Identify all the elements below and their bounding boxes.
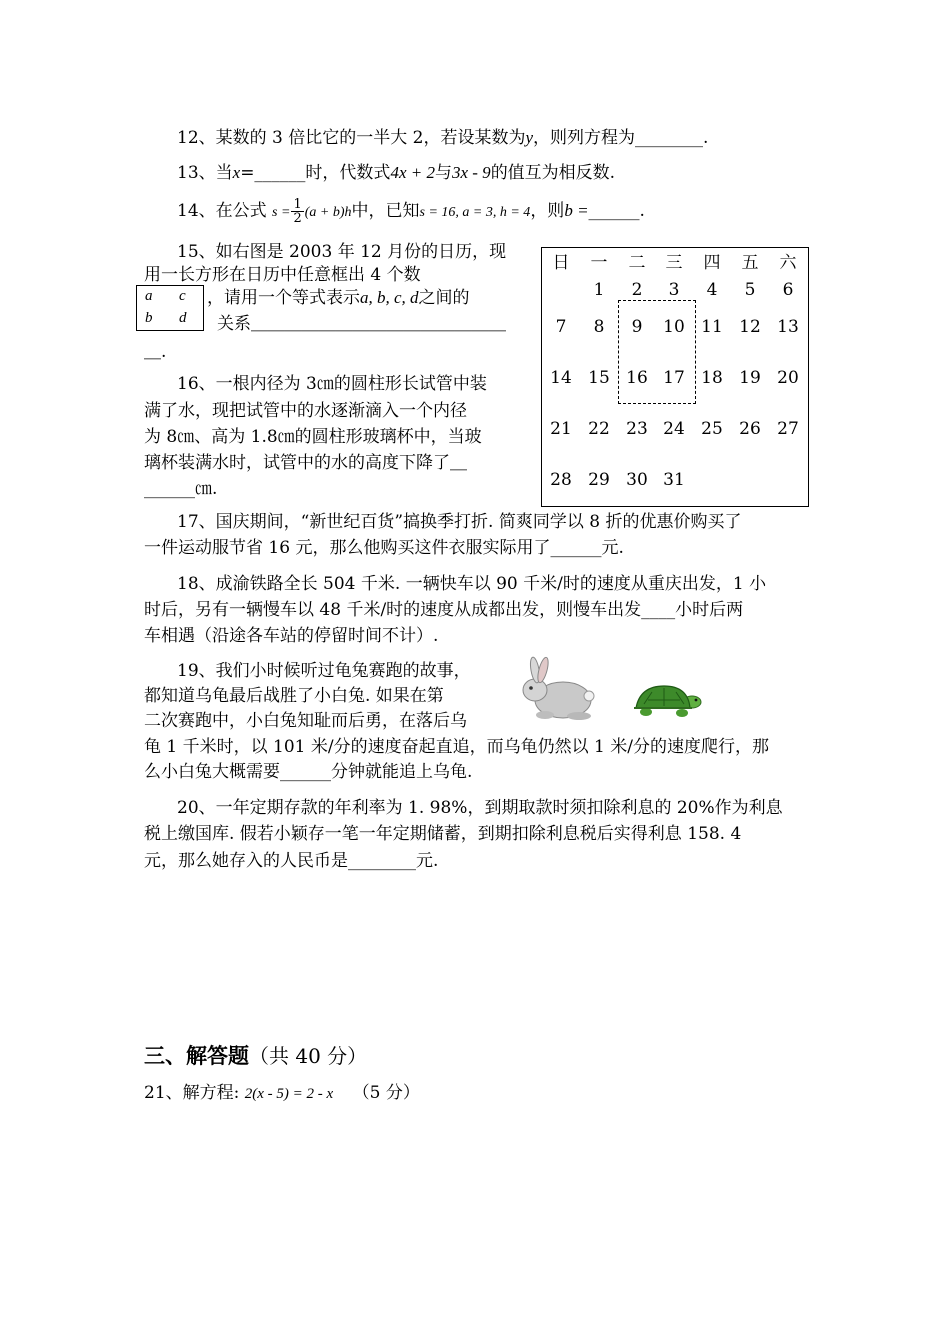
q21-equation: 2(x - 5) = 2 - x (244, 1086, 334, 1102)
q21-text: 21、解方程: (144, 1083, 240, 1103)
calendar-day: 18 (701, 368, 723, 388)
calendar-weekday: 一 (590, 253, 608, 273)
q13-text-b: =______时，代数式 (240, 163, 391, 183)
q16-line-5: ______㎝. (144, 479, 218, 499)
abcd-d: d (179, 310, 187, 326)
calendar-day: 13 (777, 317, 799, 337)
calendar-day: 8 (593, 317, 605, 337)
calendar-day: 25 (701, 419, 723, 439)
calendar-day: 29 (588, 470, 610, 490)
q14-text-c: ，则 (530, 201, 565, 221)
section-3-heading (144, 1041, 367, 1073)
q17-line-1: 17、国庆期间，“新世纪百货”搞换季打折. 简爽同学以 8 折的优惠价购买了 (177, 512, 742, 532)
question-21 (144, 1081, 420, 1106)
question-13 (177, 161, 615, 185)
q14-frac-num: 1 (293, 197, 302, 212)
q14-formula-s: s = (272, 205, 291, 220)
calendar-day: 11 (701, 317, 723, 337)
calendar-day: 5 (744, 280, 756, 300)
q19-line-5: 么小白兔大概需要______分钟就能追上乌龟. (144, 762, 473, 782)
calendar-day: 22 (588, 419, 610, 439)
q20-line-1: 20、一年定期存款的年利率为 1. 98%，到期取款时须扣除利息的 20%作为利息 (177, 798, 783, 818)
q16-line-4: 璃杯装满水时，试管中的水的高度下降了＿ (144, 453, 467, 473)
q12-text: 12、某数的 3 倍比它的一半大 2，若设某数为 (177, 128, 526, 148)
abcd-b: b (145, 310, 153, 326)
calendar-day: 6 (782, 280, 794, 300)
q18-line-2: 时后，另有一辆慢车以 48 千米/时的速度从成都出发，则慢车出发____小时后两 (144, 600, 744, 620)
q16-line-3: 为 8㎝、高为 1.8㎝的圆柱形玻璃杯中，当玻 (144, 427, 482, 447)
q14-fraction (291, 198, 303, 225)
abcd-a: a (145, 288, 153, 304)
q13-text-c: 与 (434, 163, 452, 183)
question-12 (177, 126, 708, 150)
calendar-day: 17 (663, 368, 685, 388)
q17-line-2: 一件运动服节省 16 元，那么他购买这件衣服实际用了______元. (144, 538, 624, 558)
abcd-box (136, 285, 204, 331)
q15-line-3b: 之间的 (418, 288, 470, 308)
q16-line-1: 16、一根内径为 3㎝的圆柱形长试管中装 (177, 374, 487, 394)
calendar-weekday: 五 (741, 253, 759, 273)
q14-text-a: 14、在公式 (177, 201, 267, 221)
abcd-c: c (179, 288, 186, 304)
calendar-weekday: 六 (779, 253, 797, 273)
q16-line-2: 满了水，现把试管中的水逐渐滴入一个内径 (144, 401, 467, 421)
calendar-day: 1 (593, 280, 605, 300)
q13-expr2: 3x - 9 (451, 163, 491, 182)
question-14 (177, 198, 645, 225)
calendar-day: 19 (739, 368, 761, 388)
calendar-day: 9 (631, 317, 643, 337)
calendar-day: 30 (626, 470, 648, 490)
q13-text-a: 13、当 (177, 163, 233, 183)
q13-variable: x (232, 163, 241, 182)
calendar-day: 10 (663, 317, 685, 337)
q15-line-1: 15、如右图是 2003 年 12 月份的日历，现 (177, 242, 507, 262)
turtle-icon (630, 680, 706, 720)
calendar-day: 24 (663, 419, 685, 439)
q15-line-4: 关系＿＿＿＿＿＿＿＿＿＿＿＿＿＿＿ (217, 314, 506, 334)
calendar-day: 4 (706, 280, 718, 300)
calendar-day: 2 (631, 280, 643, 300)
q12-variable: y (525, 128, 534, 147)
calendar-day: 3 (668, 280, 680, 300)
q15-line-3a: ，请用一个等式表示 (207, 288, 360, 308)
calendar-day: 28 (550, 470, 572, 490)
q19-line-2: 都知道乌龟最后战胜了小白兔. 如果在第 (144, 686, 444, 706)
q20-line-3: 元，那么她存入的人民币是________元. (144, 851, 439, 871)
section-3-score: （共 40 分） (249, 1044, 368, 1068)
q15-line-3 (207, 286, 470, 310)
q14-text-b: 中，已知 (351, 201, 420, 221)
q18-line-3: 车相遇（沿途各车站的停留时间不计）. (144, 626, 439, 646)
calendar-day: 14 (550, 368, 572, 388)
q14-blank: ______. (588, 201, 645, 221)
calendar-weekday: 三 (665, 253, 683, 273)
q18-line-1: 18、成渝铁路全长 504 千米. 一辆快车以 90 千米/时的速度从重庆出发，1 小 (177, 574, 767, 594)
q13-text-d: 的值互为相反数. (490, 163, 616, 183)
calendar-weekday: 二 (628, 253, 646, 273)
q20-line-2: 税上缴国库. 假若小颖存一笔一年定期储蓄，到期扣除利息税后实得利息 158. 4 (144, 824, 742, 844)
calendar (541, 247, 809, 507)
q15-line-2: 用一长方形在日历中任意框出 4 个数 (144, 265, 421, 285)
q12-tail: ，则列方程为________. (533, 128, 709, 148)
q19-line-3: 二次赛跑中，小白兔知耻而后勇，在落后乌 (144, 711, 467, 731)
calendar-day: 12 (739, 317, 761, 337)
calendar-day: 20 (777, 368, 799, 388)
calendar-day: 31 (663, 470, 685, 490)
q14-variable: b = (564, 201, 589, 220)
rabbit-icon (513, 656, 597, 722)
section-3-title: 三、解答题 (144, 1043, 249, 1068)
calendar-day: 16 (626, 368, 648, 388)
q19-line-1: 19、我们小时候听过龟兔赛跑的故事， (177, 661, 471, 681)
calendar-day: 7 (555, 317, 567, 337)
q14-formula-expr: (a + b)h (304, 205, 352, 220)
calendar-day: 26 (739, 419, 761, 439)
q19-line-4: 龟 1 千米时，以 101 米/分的速度奋起直追，而乌龟仍然以 1 米/分的速度爬行，那 (144, 737, 769, 757)
q14-frac-den: 2 (293, 211, 302, 226)
q14-given: s = 16, a = 3, h = 4 (419, 205, 531, 220)
calendar-day: 27 (777, 419, 799, 439)
q15-line-5: ＿. (144, 342, 167, 362)
calendar-weekday: 四 (703, 253, 721, 273)
q13-expr1: 4x + 2 (390, 163, 435, 182)
calendar-day: 23 (626, 419, 648, 439)
calendar-day: 21 (550, 419, 572, 439)
q15-vars: a, b, c, d (360, 288, 419, 307)
calendar-day: 15 (588, 368, 610, 388)
calendar-weekday: 日 (552, 253, 570, 273)
q21-points: （5 分） (352, 1083, 420, 1103)
